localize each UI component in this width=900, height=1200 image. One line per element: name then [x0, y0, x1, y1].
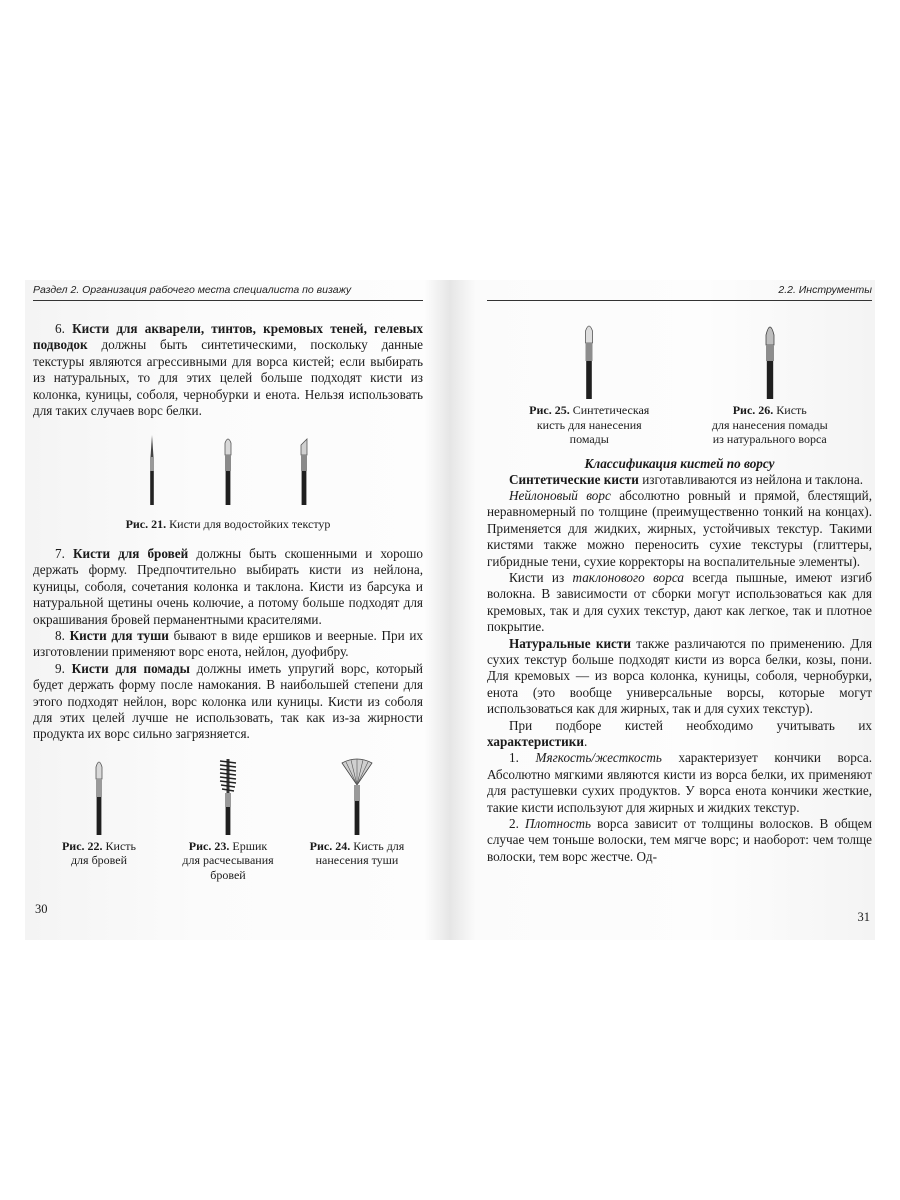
taklon-paragraph: Кисти из таклонового ворса всегда пышные, имеют изгиб волокна. В зависимости от сборки могут использоваться как для кремовых, так и для сухих текстур, дают как легкое, так и плотное покрытие.	[487, 569, 872, 635]
item-8: 8. Кисти для туши бывают в виде ершиков и веерные. При их изготовлении применяют ворс енота, нейлон, дуофибру.	[33, 627, 423, 660]
angled-synthetic-brush-illustration	[297, 435, 311, 505]
fig-26	[695, 321, 845, 447]
right-page	[487, 280, 872, 940]
fig-22-caption: Рис. 22. Кисть для бровей	[61, 838, 137, 868]
right-body	[487, 472, 872, 866]
item-6: 6. Кисти для акварели, тинтов, кремовых теней, гелевых подводок должны быть синтетическими, поскольку данные текстуры являются агрессивными для ворса кистей; если выбирать из натуральных, то для этих целей больше подходят кисти из колонка, куницы, соболя, чернобурки и енота. Нельзя использовать для таких случаев ворс белки.	[33, 321, 424, 419]
fig-21-caption: Рис. 21. Кисти для водостойких текстур	[125, 517, 331, 532]
left-page	[33, 280, 423, 940]
fig-23-caption: Рис. 23. Ершик для расчесывания бровей	[182, 838, 274, 882]
fig-26-caption: Рис. 26. Кисть для нанесения помады из натурального ворса	[711, 403, 828, 446]
fig-22	[39, 757, 159, 883]
figs-22-24	[33, 757, 423, 883]
fig-24-caption: Рис. 24. Кисть для нанесения туши	[309, 838, 405, 868]
synthetic-paragraph: Синтетические кисти изготавливаются из нейлона и таклона.	[509, 471, 863, 487]
nylon-paragraph: Нейлоновый ворс абсолютно ровный и прямой, блестящий, неравномерный по толщине (преимущественно тонкий на концах). Применяется для жидких, жирных, устойчивых текстур. Такими кистями также можно переносить сухие текстуры (глиттеры, гибридные тени, сухие корректоры на воспалительные элементы).	[487, 487, 873, 569]
right-page-number: 31	[857, 910, 870, 924]
flat-synthetic-brush-illustration	[221, 435, 235, 505]
spoolie-brush-illustration	[217, 757, 239, 835]
brow-brush-illustration	[92, 757, 106, 835]
selection-paragraph: При подборе кистей необходимо учитывать их характеристики.	[487, 717, 872, 749]
fig-23	[168, 757, 288, 883]
fan-brush-illustration	[340, 757, 374, 835]
item-9: 9. Кисти для помады должны иметь упругий ворс, который будет держать форму после намокания. В наибольшей степени для этого подходят нейлон, ворс колонка или куницы. Кисти из соболя для этих целей лучше не использовать, так как из-за жирности продукта их ворс сильно загрязняется.	[33, 660, 423, 742]
left-body	[33, 321, 423, 419]
density-paragraph: 2. Плотность ворса зависит от толщины волосков. В общем случае чем тоньше волоски, тем мягче ворс; и наоборот: чем толще волоски, тем ворс жестче. Од-	[487, 816, 873, 864]
natural-lip-brush-illustration	[762, 321, 778, 399]
pointed-liner-brush-illustration	[145, 435, 159, 505]
item-7: 7. Кисти для бровей должны быть скошенными и хорошо держать форму. Предпочтительно выбирать кисти из нейлона, куницы, соболя, сочетания колонка и таклона. Кисти из барсука и натуральной щетины очень колючие, а потому больше подходят для окрашивания бровей перманентными красителями.	[33, 545, 424, 627]
section-title: Классификация кистей по ворсу	[584, 455, 775, 471]
left-page-number: 30	[35, 902, 48, 916]
book-spread	[25, 280, 875, 940]
left-body-2	[33, 546, 423, 743]
right-running-head: 2.2. Инструменты	[487, 280, 872, 301]
softness-paragraph: 1. Мягкость/жесткость характеризует кончики ворса. Абсолютно мягкими являются кисти из ворса белки, их применяют для растушевки сухих продуктов. У ворса енота кончики жесткие, такие кисти используют для жирных и жидких текстур.	[487, 750, 873, 815]
fig-25-caption: Рис. 25. Синтетическая кисть для нанесения помады	[529, 403, 650, 446]
fig-21-images	[33, 435, 423, 505]
figs-25-26	[487, 321, 872, 447]
fig-24	[297, 757, 417, 883]
fig-25	[514, 321, 664, 447]
left-running-head: Раздел 2. Организация рабочего места специалиста по визажу	[33, 280, 423, 301]
natural-paragraph: Натуральные кисти также различаются по применению. Для сухих текстур больше подходят кисти из ворса белки, козы, пони. Для кремовых — из ворса колонка, куницы, соболя, чернобурки, енота (это вообще универсальные ворсы, которые могут использоваться как для жирных, так и для сухих текстур).	[487, 635, 873, 717]
synthetic-lip-brush-illustration	[582, 321, 596, 399]
